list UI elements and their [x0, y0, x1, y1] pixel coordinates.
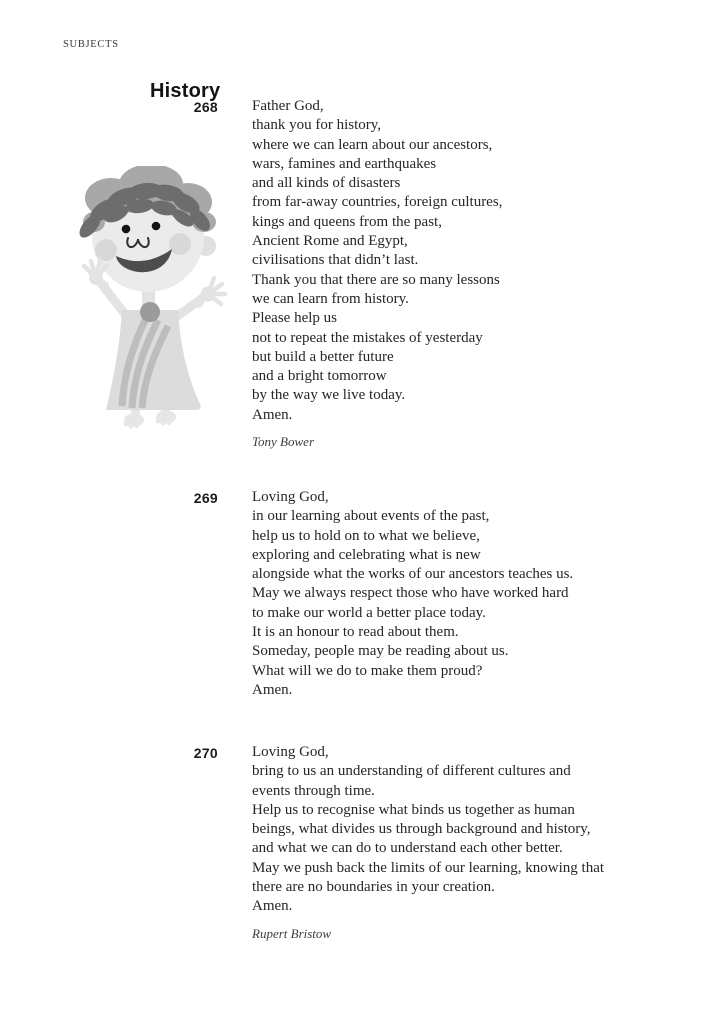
- prayer-text: [252, 488, 573, 700]
- prayer-author: Tony Bower: [252, 434, 314, 450]
- prayer-line: and all kinds of disasters: [252, 175, 401, 192]
- prayer-number: 268: [193, 99, 218, 115]
- prayer-line: to make our world a better place today.: [252, 604, 486, 621]
- prayer-line: by the way we live today.: [252, 387, 406, 404]
- prayer-line: and what we can do to understand each other better.: [252, 840, 563, 857]
- prayer-268: [150, 97, 502, 450]
- prayer-line: It is an honour to read about them.: [252, 624, 459, 641]
- section-title: History: [150, 80, 221, 102]
- cheek-left: [95, 239, 117, 261]
- prayer-line: but build a better future: [252, 348, 394, 365]
- prayer-line: wars, famines and earthquakes: [252, 155, 437, 172]
- prayer-author: Rupert Bristow: [252, 925, 332, 941]
- prayer-line: alongside what the works of our ancestors teaches us.: [252, 566, 574, 583]
- prayer-line: help us to hold on to what we believe,: [252, 527, 480, 544]
- prayer-line: not to repeat the mistakes of yesterday: [252, 329, 483, 346]
- prayer-line: Ancient Rome and Egypt,: [252, 233, 408, 250]
- prayer-line: Amen.: [252, 681, 293, 698]
- prayer-line: in our learning about events of the past,: [252, 508, 490, 525]
- prayer-line: there are no boundaries in your creation.: [252, 879, 495, 896]
- prayer-line: Father God,: [252, 98, 324, 114]
- prayer-line: What will we do to make them proud?: [252, 662, 483, 679]
- prayer-line: May we always respect those who have worked hard: [252, 585, 569, 602]
- prayer-line: from far-away countries, foreign cultures,: [252, 194, 503, 211]
- prayer-line: Someday, people may be reading about us.: [252, 643, 509, 660]
- prayer-line: we can learn from history.: [252, 290, 409, 307]
- running-head: SUBJECTS: [63, 39, 119, 50]
- prayer-line: Please help us: [252, 310, 337, 327]
- prayer-line: bring to us an understanding of different cultures and: [252, 763, 571, 780]
- prayer-line: civilisations that didn’t last.: [252, 252, 419, 269]
- prayer-line: Thank you that there are so many lessons: [252, 271, 500, 288]
- prayer-line: beings, what divides us through background and history,: [252, 821, 591, 838]
- eye-left: [122, 225, 131, 234]
- prayer-line: May we push back the limits of our learning, knowing that: [252, 859, 605, 876]
- prayer-line: Help us to recognise what binds us together as human: [252, 801, 575, 818]
- prayer-269: [150, 488, 573, 700]
- prayer-line: kings and queens from the past,: [252, 213, 442, 230]
- prayer-line: events through time.: [252, 782, 375, 799]
- prayer-number: 270: [193, 745, 218, 761]
- prayer-line: where we can learn about our ancestors,: [252, 136, 493, 153]
- prayer-line: Amen.: [252, 898, 293, 915]
- prayer-270: [150, 743, 604, 942]
- prayer-text: [252, 97, 502, 425]
- prayer-number: 269: [193, 490, 218, 506]
- prayer-text: [252, 743, 604, 917]
- prayer-line: exploring and celebrating what is new: [252, 546, 481, 563]
- prayer-line: thank you for history,: [252, 117, 382, 134]
- prayer-line: and a bright tomorrow: [252, 368, 387, 385]
- prayer-line: Amen.: [252, 406, 293, 423]
- prayer-line: Loving God,: [252, 744, 329, 760]
- prayer-line: Loving God,: [252, 489, 329, 505]
